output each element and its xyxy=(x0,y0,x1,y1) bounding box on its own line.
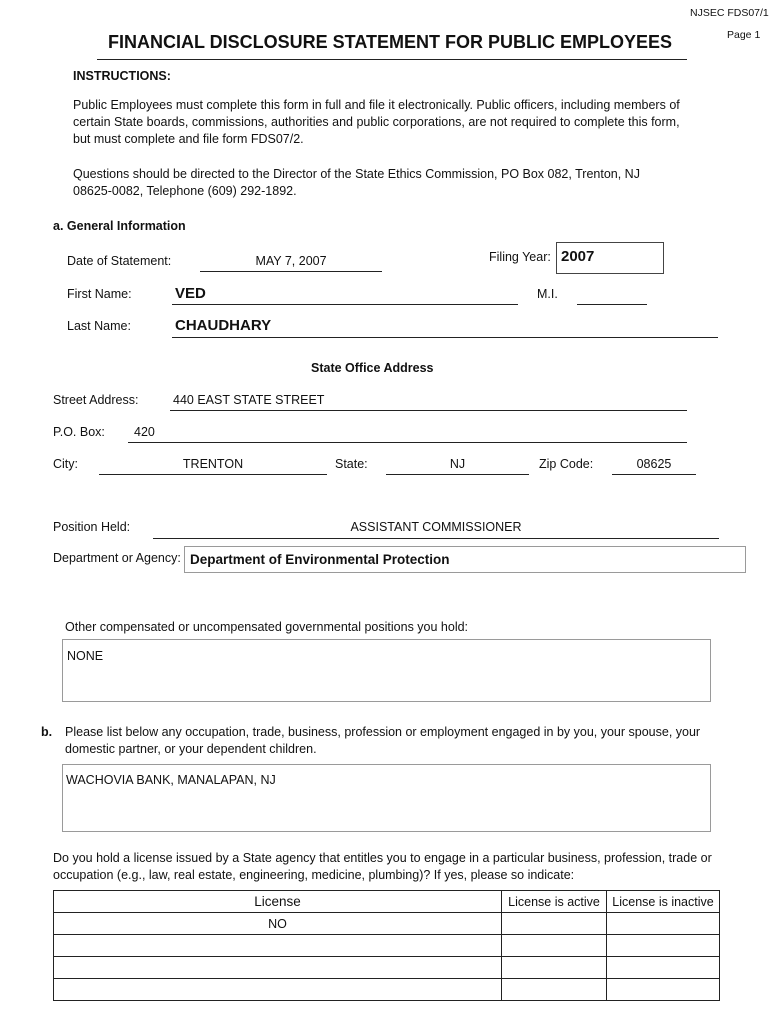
position-label: Position Held: xyxy=(53,520,131,534)
zip-field[interactable]: 08625 xyxy=(636,457,672,471)
last-name-field[interactable]: CHAUDHARY xyxy=(175,317,272,334)
other-positions-label: Other compensated or uncompensated governmental positions you hold: xyxy=(65,620,469,634)
last-name-label: Last Name: xyxy=(67,319,131,333)
street-underline xyxy=(170,410,687,411)
state-field[interactable]: NJ xyxy=(449,457,466,471)
license-cell[interactable] xyxy=(54,935,502,957)
position-underline xyxy=(153,538,719,539)
license-cell[interactable]: NO xyxy=(54,913,502,935)
license-table-header xyxy=(54,891,720,913)
inactive-cell[interactable] xyxy=(607,913,720,935)
instructions-paragraph: Public Employees must complete this form in full and file it electronically. Public officers, including members of certain State boards, commissions, authorities and public corporations, are not required to complete this form, but must complete and file form FDS07/2. xyxy=(73,98,680,146)
inactive-cell[interactable] xyxy=(607,979,720,1001)
first-name-field[interactable]: VED xyxy=(175,285,206,302)
pobox-underline xyxy=(128,442,687,443)
pobox-label: P.O. Box: xyxy=(53,425,105,439)
pobox-field[interactable]: 420 xyxy=(134,425,155,439)
filing-year-value: 2007 xyxy=(561,248,595,265)
table-row xyxy=(54,957,720,979)
city-field[interactable]: TRENTON xyxy=(182,457,244,471)
city-label: City: xyxy=(53,457,78,471)
state-underline xyxy=(386,474,529,475)
occupation-question: Please list below any occupation, trade, business, profession or employment engaged in by you, your spouse, your domestic partner, or your dependent children. xyxy=(65,725,701,756)
agency-field[interactable] xyxy=(184,546,746,573)
occupation-value: WACHOVIA BANK, MANALAPAN, NJ xyxy=(66,773,276,787)
table-row xyxy=(54,979,720,1001)
active-cell[interactable] xyxy=(502,913,607,935)
inactive-cell[interactable] xyxy=(607,935,720,957)
page-number: Page 1 xyxy=(727,29,761,41)
mi-underline xyxy=(577,304,647,305)
general-info-heading: a. General Information xyxy=(53,219,186,233)
first-name-underline xyxy=(172,304,518,305)
inactive-cell[interactable] xyxy=(607,957,720,979)
active-cell[interactable] xyxy=(502,957,607,979)
zip-underline xyxy=(612,474,696,475)
table-row xyxy=(54,913,720,935)
mi-field[interactable] xyxy=(577,287,647,303)
zip-label: Zip Code: xyxy=(539,457,594,471)
agency-label: Department or Agency: xyxy=(53,551,181,565)
date-underline xyxy=(200,271,382,272)
active-column-header: License is active xyxy=(502,891,607,913)
office-address-heading: State Office Address xyxy=(311,361,434,375)
license-question: Do you hold a license issued by a State agency that entitles you to engage in a particular business, profession, trade or occupation (e.g., law, real estate, engineering, medicine, plumbing)? If yes, please so indicate: xyxy=(53,851,712,882)
other-positions-value: NONE xyxy=(67,649,104,663)
license-column-header: License xyxy=(54,891,502,913)
street-field[interactable]: 440 EAST STATE STREET xyxy=(173,393,325,407)
first-name-label: First Name: xyxy=(67,287,132,301)
inactive-column-header: License is inactive xyxy=(607,891,720,913)
state-label: State: xyxy=(335,457,368,471)
active-cell[interactable] xyxy=(502,935,607,957)
active-cell[interactable] xyxy=(502,979,607,1001)
city-underline xyxy=(99,474,327,475)
section-b-marker: b. xyxy=(41,725,53,739)
last-name-underline xyxy=(172,337,718,338)
date-field[interactable]: MAY 7, 2007 xyxy=(255,254,327,268)
license-cell[interactable] xyxy=(54,979,502,1001)
instructions-contact: Questions should be directed to the Director of the State Ethics Commission, PO Box 082, Trenton, NJ 08625-0082, Telephone (609) 292-1892. xyxy=(73,167,640,198)
street-label: Street Address: xyxy=(53,393,139,407)
date-label: Date of Statement: xyxy=(67,254,172,268)
title-underline xyxy=(97,59,687,60)
license-cell[interactable] xyxy=(54,957,502,979)
table-row xyxy=(54,935,720,957)
license-table xyxy=(53,890,720,1001)
form-code: NJSEC FDS07/1 xyxy=(690,7,769,19)
instructions-heading: INSTRUCTIONS: xyxy=(73,69,171,83)
filing-year-label: Filing Year: xyxy=(489,250,551,264)
filing-year-field[interactable] xyxy=(556,242,664,274)
other-positions-field[interactable] xyxy=(62,639,711,702)
occupation-field[interactable] xyxy=(62,764,711,832)
page-title: FINANCIAL DISCLOSURE STATEMENT FOR PUBLIC EMPLOYEES xyxy=(108,32,673,52)
agency-value: Department of Environmental Protection xyxy=(190,552,450,567)
mi-label: M.I. xyxy=(537,287,558,301)
position-field[interactable]: ASSISTANT COMMISSIONER xyxy=(350,520,522,534)
